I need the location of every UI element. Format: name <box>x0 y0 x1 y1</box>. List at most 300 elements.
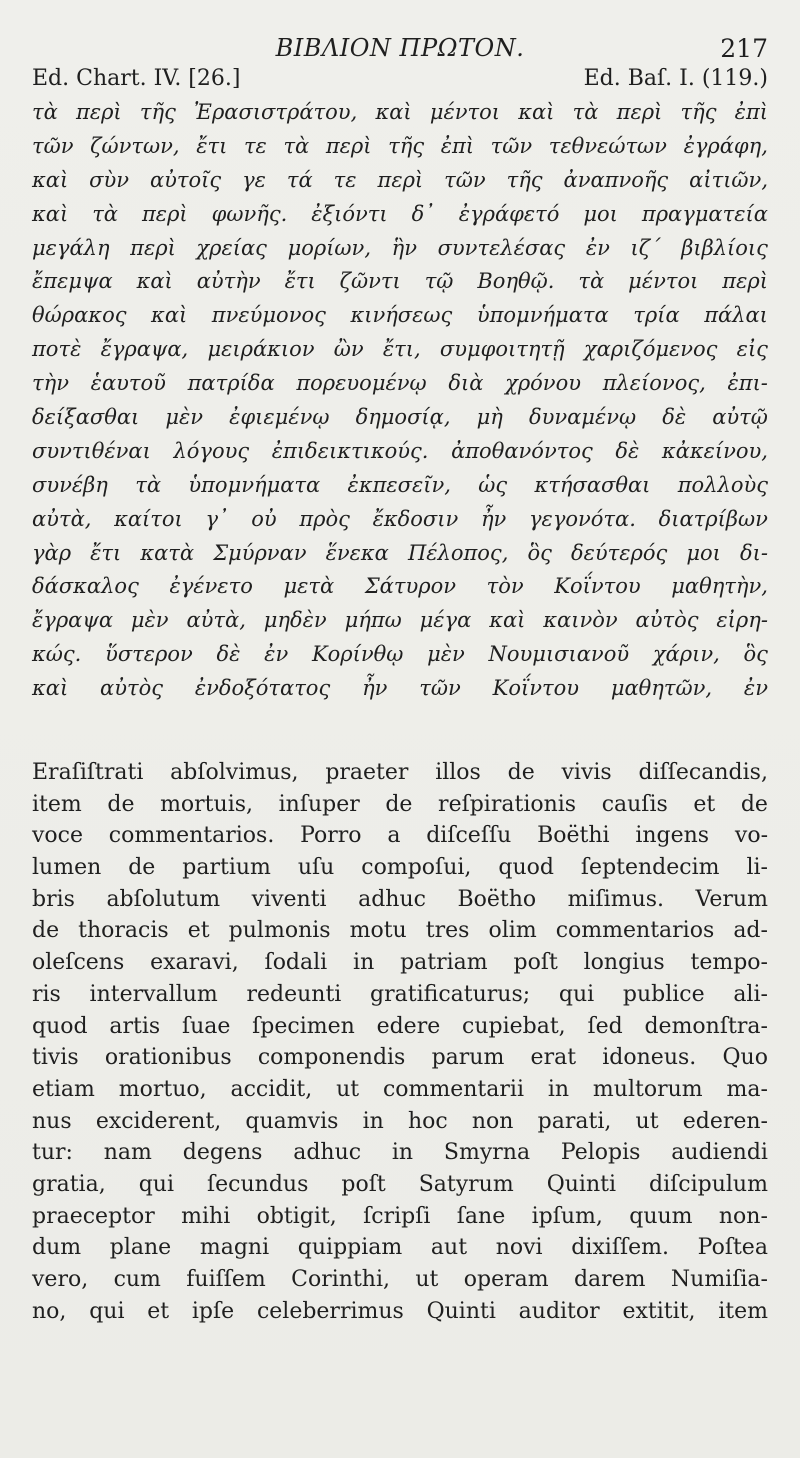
text-word: praeter <box>325 760 409 786</box>
text-word: τῆς <box>680 100 717 124</box>
text-word: μοι <box>583 201 618 226</box>
greek-line <box>32 371 768 405</box>
text-word: et <box>187 918 210 944</box>
edition-reference-left: Ed. Chart. IV. [26.] <box>32 66 241 91</box>
text-word: ἦν <box>480 506 507 531</box>
text-word: μεγάλη <box>32 235 110 260</box>
text-word: etiam <box>32 1076 95 1102</box>
text-word: πλείονος, <box>602 371 706 396</box>
text-word: πραγματεία <box>641 201 768 226</box>
text-word: τὰ <box>578 269 605 294</box>
text-word: gratia, <box>32 1171 106 1197</box>
greek-line <box>32 337 768 371</box>
text-word: Σάτυρον <box>364 574 456 599</box>
text-word: adhuc <box>293 1140 362 1166</box>
latin-line <box>32 792 768 824</box>
text-word: κατὰ <box>140 540 195 565</box>
text-word: Numiſia- <box>670 1267 768 1293</box>
text-word: τῆς <box>388 133 425 158</box>
text-word: Quo <box>722 1045 768 1071</box>
text-word: τρία <box>633 303 680 328</box>
edition-reference-line <box>32 66 768 98</box>
text-word: bris <box>32 886 75 912</box>
text-word: celeberrimus <box>256 1298 404 1324</box>
text-word: cupiebat, <box>462 1013 566 1039</box>
latin-line <box>32 760 768 792</box>
text-word: aut <box>430 1235 468 1261</box>
text-word: Νουμισιανοῦ <box>488 642 630 667</box>
text-word: κινήσεως <box>350 303 453 328</box>
text-word: ἐξιόντι <box>311 201 388 226</box>
text-word: Boëtho <box>457 886 537 912</box>
greek-line <box>32 236 768 270</box>
text-word: τῷ <box>424 269 454 294</box>
text-word: tempo- <box>690 950 768 976</box>
text-word: περὶ <box>722 269 768 294</box>
text-word: componendis <box>257 1045 406 1071</box>
text-word: τῆς <box>506 167 543 192</box>
text-word: a <box>387 823 401 849</box>
text-word: ma- <box>726 1076 768 1102</box>
text-word: de <box>107 791 135 817</box>
text-word: redeunti <box>246 981 342 1007</box>
text-word: Ἐρασιστράτου, <box>194 100 358 124</box>
text-word: τῆς <box>139 100 176 124</box>
text-word: ἐφιεμένῳ <box>229 405 330 430</box>
text-word: ἐν <box>743 676 768 701</box>
text-word: abſolvimus, <box>170 760 299 786</box>
text-word: orationibus <box>104 1045 232 1071</box>
greek-line <box>32 574 768 608</box>
latin-line <box>32 950 768 982</box>
text-word: nus <box>32 1108 72 1134</box>
running-head <box>32 20 768 66</box>
text-word: περὶ <box>142 201 188 226</box>
text-word: περὶ <box>130 235 176 260</box>
text-word: πρὸς <box>299 506 350 531</box>
text-word: τὰ <box>32 100 58 124</box>
text-word: miſimus. <box>567 886 665 912</box>
text-word: commentarios <box>555 918 715 944</box>
text-word: ris <box>32 981 61 1007</box>
text-word: δεύτερός <box>570 540 668 565</box>
text-word: βιβλίοις <box>681 235 768 260</box>
text-word: θώρακος <box>32 303 127 328</box>
text-word: ὢν <box>333 337 364 362</box>
text-word: non <box>471 1108 514 1134</box>
latin-line <box>32 855 768 887</box>
text-word: qui <box>558 981 595 1007</box>
greek-line <box>32 134 768 168</box>
text-word: ſecundus <box>207 1171 309 1197</box>
text-word: διὰ <box>448 371 484 396</box>
text-word: πνεύμονος <box>211 303 326 328</box>
text-word: ſed <box>587 1013 623 1039</box>
text-word: τὰ <box>92 201 118 226</box>
text-word: de <box>507 760 535 786</box>
text-word: συμφοιτητῇ <box>439 337 565 362</box>
text-word: uſu <box>297 855 335 881</box>
text-word: Verum <box>695 886 768 912</box>
text-word: μειράκιον <box>207 337 315 362</box>
text-word: αὐτὰ, <box>186 608 246 633</box>
text-word: Eraſiſtrati <box>32 760 144 786</box>
text-word: πολλοὺς <box>677 472 768 497</box>
text-word: ποτὲ <box>32 337 82 362</box>
text-word: ad- <box>733 918 768 944</box>
text-word: ἕνεκα <box>325 540 389 565</box>
text-word: κώς. <box>32 642 82 667</box>
text-word: ſodali <box>264 950 328 976</box>
text-word: ἐγράφετό <box>458 201 560 226</box>
text-word: pulmonis <box>228 918 331 944</box>
text-word: ἔκδοσιν <box>372 506 459 531</box>
text-word: μαθητῶν, <box>610 676 713 701</box>
text-word: συντιθέναι <box>32 438 151 463</box>
text-word: multorum <box>592 1076 703 1102</box>
text-word: λόγους <box>173 438 250 463</box>
text-word: Quinti <box>546 1171 616 1197</box>
text-word: γε <box>242 167 266 192</box>
text-word: Κοΐντου <box>492 676 579 701</box>
text-word: in <box>391 1140 414 1166</box>
text-word: ἐγένετο <box>169 574 253 599</box>
text-word: quippiam <box>297 1235 403 1261</box>
text-word: ſcripſi <box>363 1203 431 1229</box>
text-word: ἐγράφη, <box>683 133 768 158</box>
text-word: Porro <box>300 823 362 849</box>
text-word: δείξασθαι <box>32 405 140 430</box>
text-word: cauſis <box>601 791 668 817</box>
text-word: ἦν <box>362 676 388 701</box>
text-word: αὐτὰ, <box>32 506 92 531</box>
text-word: ἐκπεσεῖν, <box>347 472 451 497</box>
text-word: diſceſſu <box>426 823 512 849</box>
text-word: γὰρ <box>32 540 72 565</box>
latin-line <box>32 1235 768 1267</box>
text-word: de <box>128 855 156 881</box>
text-word: in <box>547 1076 570 1102</box>
text-word: in <box>362 1108 384 1134</box>
text-word: συνέβη <box>32 472 108 497</box>
text-word: μὲν <box>165 405 204 430</box>
text-word: magni <box>199 1235 270 1261</box>
text-word: σὺν <box>89 167 130 192</box>
text-word: ζώντων, <box>90 133 180 158</box>
text-word: ingens <box>635 823 710 849</box>
text-word: πορευομένῳ <box>296 371 427 396</box>
text-word: vo- <box>734 823 768 849</box>
text-word: οὐ <box>251 506 277 531</box>
text-word: tivis <box>32 1045 79 1071</box>
text-word: longius <box>583 950 665 976</box>
text-word: χρόνου <box>505 371 581 396</box>
text-word: αἰτιῶν, <box>689 167 768 192</box>
text-word: Satyrum <box>418 1171 514 1197</box>
text-word: parum <box>431 1045 505 1071</box>
text-word: vero, <box>32 1267 89 1293</box>
greek-line <box>32 100 768 134</box>
latin-line <box>32 918 768 950</box>
text-word: ſeptendecim <box>580 855 720 881</box>
text-word: partium <box>182 855 271 881</box>
text-word: ἔγραψα <box>32 608 113 633</box>
text-word: ἔτι, <box>382 337 421 362</box>
text-word: praeceptor <box>32 1203 155 1229</box>
text-word: parati, <box>537 1108 612 1134</box>
text-word: dum <box>32 1235 82 1261</box>
greek-line <box>32 405 768 439</box>
text-word: auditor <box>518 1298 600 1324</box>
text-word: operam <box>463 1267 549 1293</box>
text-word: ἐν <box>585 235 610 260</box>
text-word: Poſtea <box>697 1235 768 1261</box>
text-word: εἰς <box>736 337 768 362</box>
text-word: ἔγραψα, <box>100 337 189 362</box>
text-word: τὰ <box>135 472 162 497</box>
text-word: ἐπι- <box>727 371 768 396</box>
text-word: reſpirationis <box>438 791 577 817</box>
text-word: item <box>32 791 82 817</box>
latin-line <box>32 887 768 919</box>
latin-line <box>32 1045 768 1077</box>
text-word: καὶ <box>489 608 526 633</box>
text-word: τῶν <box>419 676 461 701</box>
text-word: hoc <box>407 1108 448 1134</box>
text-word: de <box>385 791 413 817</box>
text-word: χρείας <box>196 235 267 260</box>
text-word: Βοηθῷ. <box>477 269 555 294</box>
text-word: ιζ΄ <box>630 235 661 260</box>
latin-line <box>32 1014 768 1046</box>
text-word: ἐπιδεικτικούς. <box>271 438 429 463</box>
latin-line <box>32 823 768 855</box>
text-word: patriam <box>400 950 488 976</box>
text-word: intervallum <box>89 981 218 1007</box>
text-word: plane <box>109 1235 172 1261</box>
text-word: ἀποθανόντος <box>451 438 593 463</box>
greek-line <box>32 676 768 710</box>
latin-line <box>32 1299 768 1331</box>
text-word: μηδὲν <box>263 608 327 633</box>
latin-line <box>32 982 768 1014</box>
latin-line <box>32 1140 768 1172</box>
text-word: voce <box>32 823 84 849</box>
text-word: ὡς <box>478 472 508 497</box>
text-word: αὐτῷ <box>712 405 768 430</box>
text-word: μέντοι <box>628 269 699 294</box>
text-word: ſpecimen <box>252 1013 355 1039</box>
text-word: ἔτι <box>196 133 228 158</box>
text-word: mihi <box>181 1203 231 1229</box>
text-word: non- <box>718 1203 768 1229</box>
text-word: διατρίβων <box>658 506 768 531</box>
text-word: commentarios. <box>108 823 275 849</box>
text-word: ὑπομνήματα <box>188 472 321 497</box>
text-word: tur: <box>32 1140 73 1166</box>
text-word: poſt <box>513 950 558 976</box>
text-word: dixiſſem. <box>571 1235 669 1261</box>
text-word: quod <box>498 855 554 881</box>
greek-text-block <box>32 100 768 710</box>
text-word: qui <box>89 1298 125 1324</box>
text-word: δυναμένῳ <box>528 405 637 430</box>
text-word: Quinti <box>426 1298 496 1324</box>
text-word: audiendi <box>671 1140 768 1166</box>
text-word: καὶ <box>151 303 188 328</box>
text-word: publice <box>622 981 705 1007</box>
edition-reference-right: Ed. Baſ. I. (119.) <box>583 66 768 91</box>
text-word: gratificaturus; <box>370 981 531 1007</box>
text-word: mortuis, <box>160 791 254 817</box>
text-word: τῶν <box>32 133 74 158</box>
text-word: poſt <box>341 1171 386 1197</box>
text-word: quod <box>32 1013 88 1039</box>
text-word: ὑπομνήματα <box>476 303 609 328</box>
text-word: ſane <box>456 1203 506 1229</box>
text-word: αὐτοῖς <box>149 167 222 192</box>
text-word: edere <box>376 1013 441 1039</box>
text-word: thoracis <box>78 918 169 944</box>
text-word: ſuae <box>181 1013 231 1039</box>
text-word: tres <box>425 918 470 944</box>
text-word: Boëthi <box>537 823 610 849</box>
text-word: μοι <box>686 540 721 565</box>
text-word: ut <box>336 1076 360 1102</box>
greek-line <box>32 642 768 676</box>
text-word: κἀκείνου, <box>661 438 768 463</box>
text-word: μήπω <box>344 608 402 633</box>
text-word: καὶ <box>518 100 555 124</box>
text-word: ἀναπνοῆς <box>563 167 669 192</box>
text-word: accidit, <box>230 1076 313 1102</box>
text-word: ὕστερον <box>105 642 193 667</box>
greek-line <box>32 608 768 642</box>
text-word: quamvis <box>245 1108 339 1134</box>
text-word: ederen- <box>682 1108 768 1134</box>
text-word: μὴ <box>476 405 503 430</box>
text-word: μέντοι <box>429 100 501 124</box>
text-word: ζῶντι <box>339 269 401 294</box>
text-word: diſſecandis, <box>638 760 768 786</box>
text-word: compoſui, <box>361 855 472 881</box>
text-word: Pelopis <box>560 1140 641 1166</box>
text-word: abſolutum <box>106 886 221 912</box>
text-word: viventi <box>251 886 327 912</box>
greek-line <box>32 507 768 541</box>
text-word: περὶ <box>377 167 424 192</box>
text-word: δὲ <box>615 438 640 463</box>
text-word: erat <box>530 1045 577 1071</box>
text-word: τὰ <box>283 133 310 158</box>
greek-line <box>32 541 768 575</box>
latin-line <box>32 1077 768 1109</box>
text-word: δὲ <box>216 642 241 667</box>
text-word: no, <box>32 1298 67 1324</box>
text-word: εἰρη- <box>716 608 768 633</box>
latin-line <box>32 1267 768 1299</box>
text-word: et <box>693 791 716 817</box>
text-word: li- <box>746 855 768 881</box>
text-word: φωνῆς. <box>211 201 288 226</box>
text-word: ὃς <box>527 540 552 565</box>
text-word: item <box>718 1298 768 1324</box>
text-word: συντελέσας <box>437 235 566 260</box>
text-word: Πέλοπος, <box>407 540 509 565</box>
text-word: nam <box>103 1140 152 1166</box>
text-word: καὶ <box>32 201 69 226</box>
text-word: ἑαυτοῦ <box>90 371 166 396</box>
text-word: αὐτὸς <box>635 608 699 633</box>
text-word: καὶ <box>136 269 173 294</box>
text-word: περὶ <box>616 100 663 124</box>
text-word: exaravi, <box>150 950 239 976</box>
text-word: γεγονότα. <box>529 506 636 531</box>
text-word: τῶν <box>490 133 533 158</box>
text-word: quum <box>629 1203 693 1229</box>
text-word: Smyrna <box>443 1140 531 1166</box>
text-word: μέγα <box>419 608 472 633</box>
latin-text-block <box>32 760 768 1330</box>
text-word: μὲν <box>130 608 169 633</box>
greek-line <box>32 202 768 236</box>
text-word: artis <box>109 1013 161 1039</box>
text-word: ipſe <box>191 1298 235 1324</box>
text-word: καὶ <box>32 167 69 192</box>
text-word: Κοΐντου <box>554 574 641 599</box>
text-word: illos <box>435 760 481 786</box>
text-word: καινὸν <box>543 608 618 633</box>
text-word: ἐνδοξότατος <box>194 676 331 701</box>
text-word: χάριν, <box>652 642 720 667</box>
text-word: olim <box>488 918 537 944</box>
latin-line <box>32 1109 768 1141</box>
text-word: δάσκαλος <box>32 574 139 599</box>
text-word: Corinthi, <box>291 1267 390 1293</box>
text-word: Σμύρναν <box>213 540 307 565</box>
text-word: oleſcens <box>32 950 125 976</box>
text-word: ut <box>415 1267 439 1293</box>
text-word: exciderent, <box>95 1108 222 1134</box>
text-word: ut <box>635 1108 659 1134</box>
text-word: τεθνεώτων <box>548 133 667 158</box>
text-word: de <box>32 918 60 944</box>
text-word: novi <box>495 1235 543 1261</box>
text-word: ἐπὶ <box>734 100 768 124</box>
text-word: inſuper <box>278 791 360 817</box>
text-word: idoneus. <box>602 1045 697 1071</box>
text-word: in <box>353 950 375 976</box>
text-word: δι- <box>739 540 768 565</box>
text-word: καὶ <box>375 100 412 124</box>
text-word: περὶ <box>76 100 122 124</box>
text-word: demonſtra- <box>644 1013 768 1039</box>
text-word: ἔτι <box>90 540 122 565</box>
text-word: fuiſſem <box>186 1267 266 1293</box>
text-word: τὸν <box>486 574 524 599</box>
text-word: mortuo, <box>118 1076 207 1102</box>
text-word: γ᾽ <box>205 506 229 531</box>
latin-line <box>32 1172 768 1204</box>
text-word: ali- <box>733 981 768 1007</box>
text-word: extitit, <box>622 1298 696 1324</box>
text-word: ἐπὶ <box>440 133 475 158</box>
text-word: diſcipulum <box>649 1171 768 1197</box>
text-word: δ᾽ <box>411 201 435 226</box>
text-word: μετὰ <box>283 574 335 599</box>
text-word: μὲν <box>427 642 465 667</box>
text-word: αὐτὴν <box>196 269 261 294</box>
